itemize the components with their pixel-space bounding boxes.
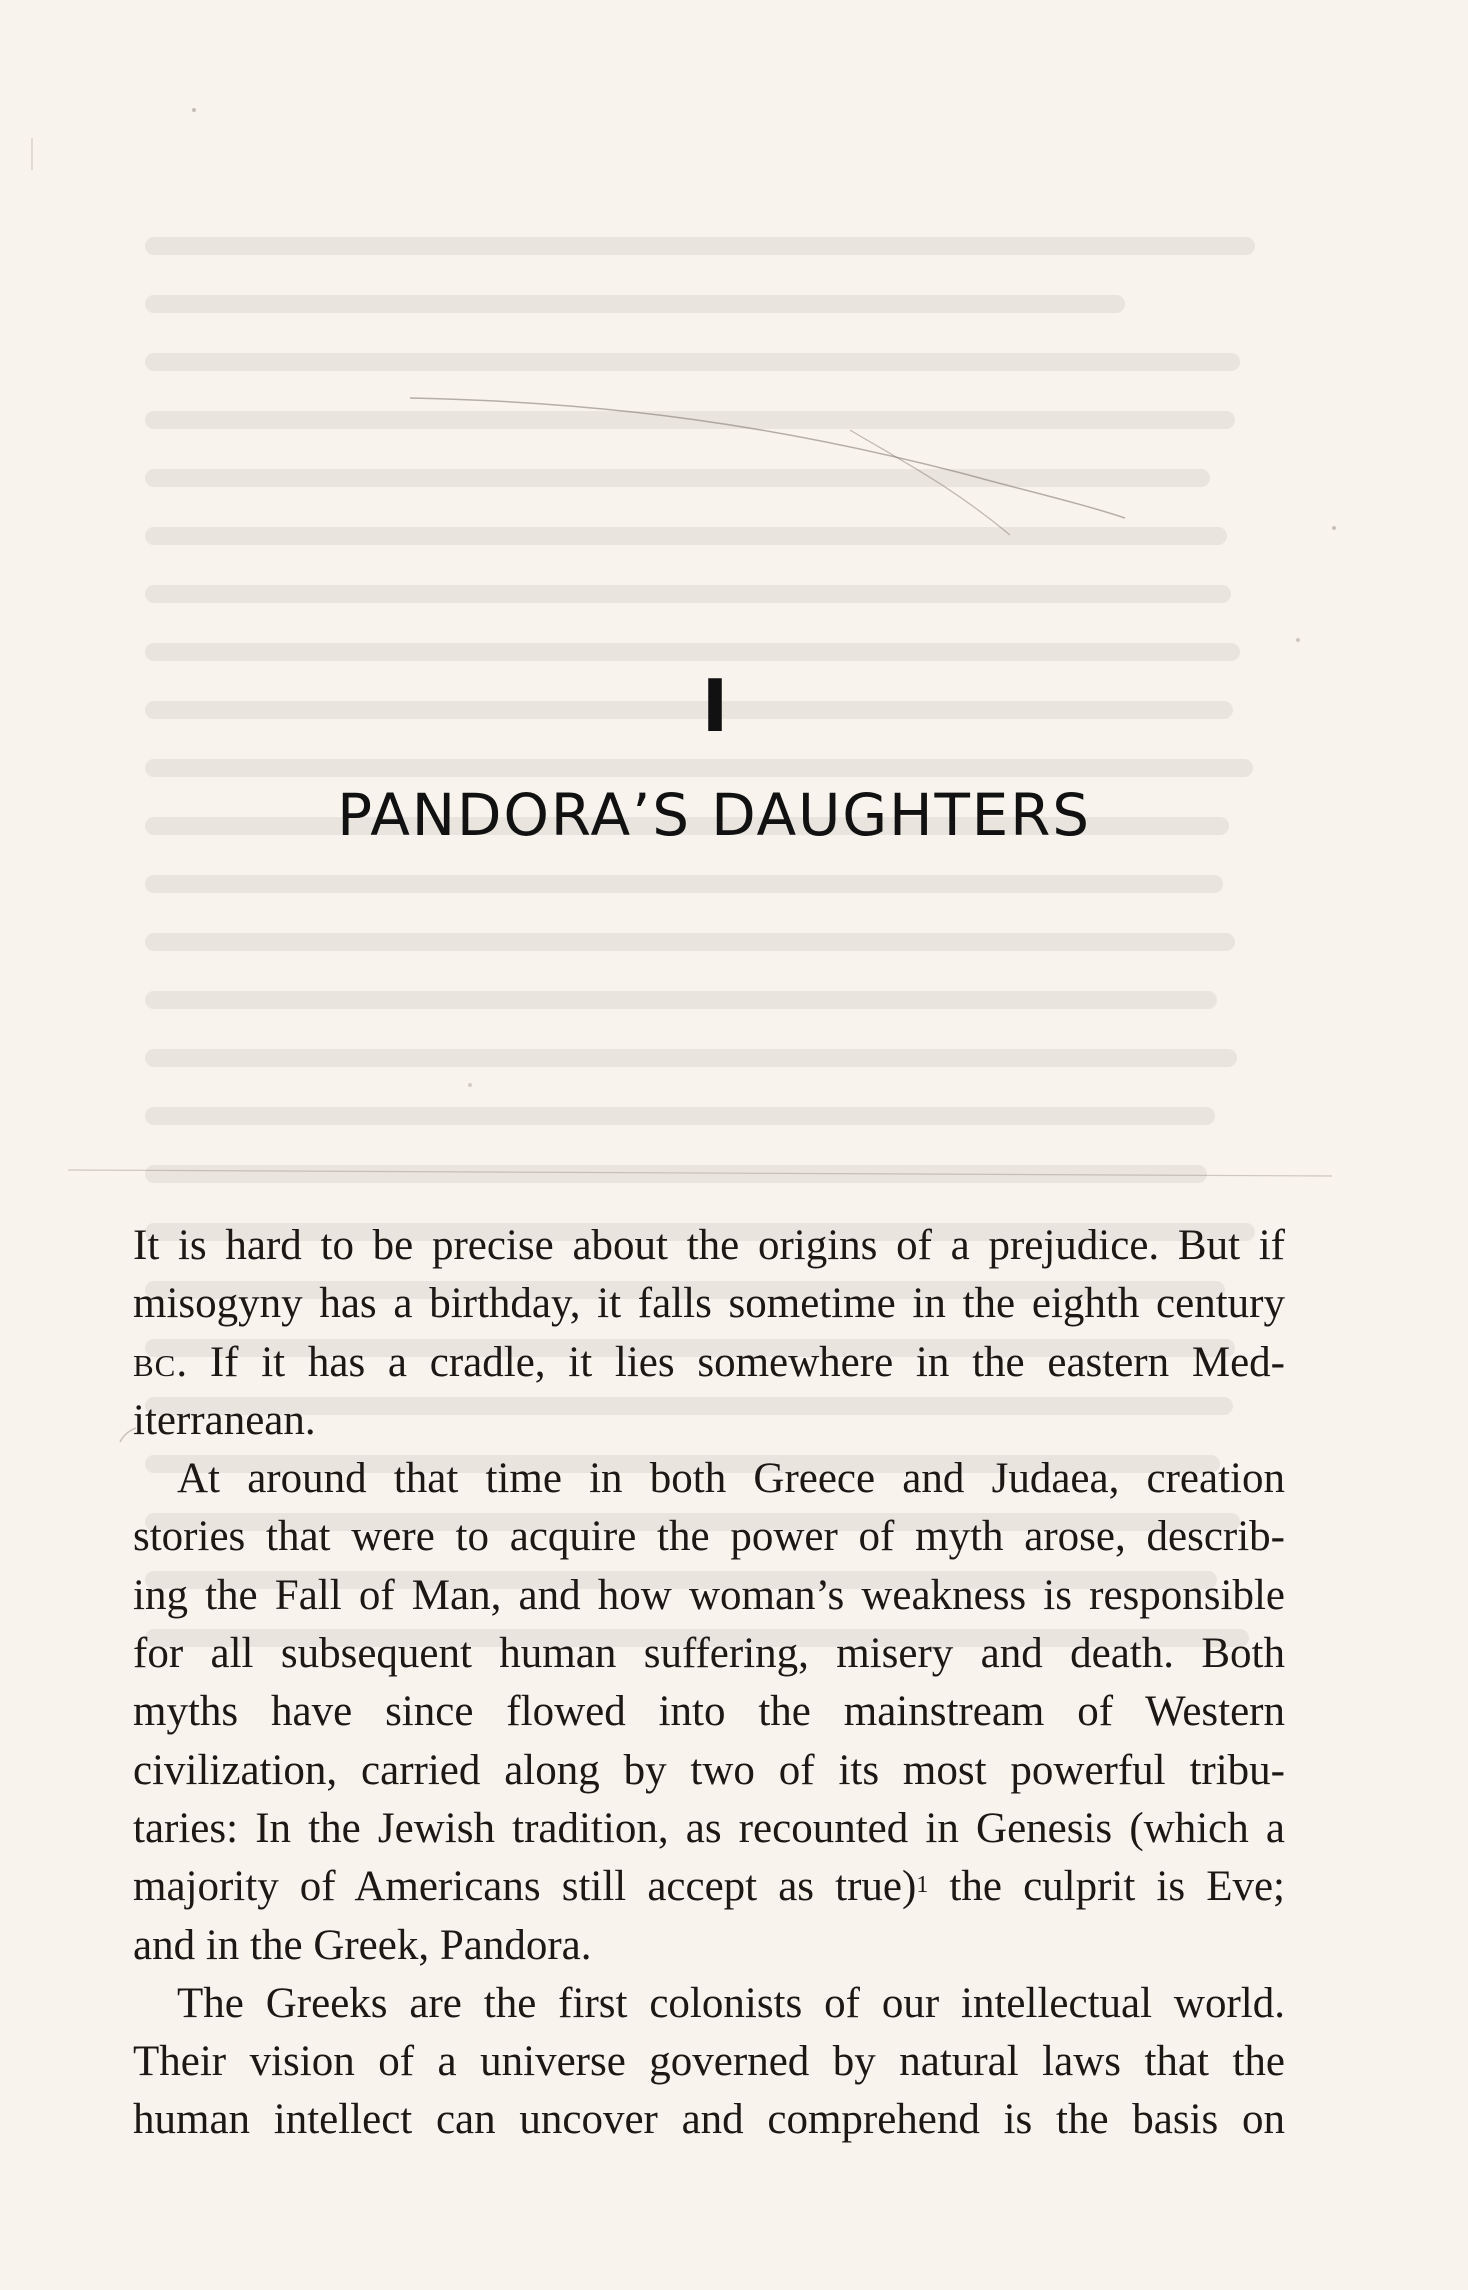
text-line: myths have since flowed into the mainstream of Western (133, 1688, 1285, 1736)
show-through-line (145, 1165, 1207, 1183)
show-through-line (145, 585, 1231, 603)
era-abbreviation: BC (133, 1347, 177, 1383)
text-line: civilization, carried along by two of its most powerful tribu- (133, 1746, 1285, 1794)
show-through-line (145, 469, 1210, 487)
text-line (133, 1858, 1285, 1916)
text-line: and in the Greek, Pandora. (133, 1921, 592, 1969)
show-through-line (145, 353, 1240, 371)
text-line: for all subsequent human suffering, misery and death. Both (133, 1630, 1285, 1678)
show-through-line (145, 643, 1240, 661)
text-line: iterranean. (133, 1396, 316, 1444)
text-line: misogyny has a birthday, it falls sometime in the eighth century (133, 1280, 1285, 1328)
paragraph-2 (133, 1450, 1285, 1975)
show-through-line (145, 991, 1217, 1009)
show-through-line (145, 1049, 1237, 1067)
text-line: ing the Fall of Man, and how woman’s weakness is responsible (133, 1571, 1285, 1619)
text-line: human intellect can uncover and comprehend is the basis on (133, 2096, 1285, 2144)
text-line-remainder: . If it has a cradle, it lies somewhere in the eastern Med- (176, 1338, 1285, 1386)
show-through-line (145, 527, 1227, 545)
show-through-line (145, 933, 1235, 951)
text-line: It is hard to be precise about the origins of a prejudice. But if (133, 1222, 1285, 1269)
chapter-title: PANDORA’S DAUGHTERS (337, 781, 1091, 849)
text-line (133, 1334, 1285, 1392)
chapter-number: I (701, 664, 729, 748)
show-through-line (145, 411, 1235, 429)
text-line: stories that were to acquire the power of myth arose, describ- (133, 1513, 1285, 1561)
text-line: taries: In the Jewish tradition, as recounted in Genesis (which a (133, 1804, 1285, 1852)
paragraph-3 (133, 1975, 1285, 2150)
chapter-body (133, 1217, 1285, 2150)
footnote-marker: 1 (916, 1872, 929, 1899)
text-line-after-note: the culprit is Eve; (928, 1863, 1285, 1911)
show-through-line (145, 295, 1125, 313)
show-through-line (145, 875, 1223, 893)
text-line: Their vision of a universe governed by natural laws that the (133, 2038, 1285, 2086)
text-line-before-note: majority of Americans still accept as true) (133, 1863, 917, 1911)
show-through-line (145, 237, 1255, 255)
text-line: The Greeks are the first colonists of our intellectual world. (177, 1979, 1285, 2027)
show-through-line (145, 1107, 1215, 1125)
show-through-line (145, 759, 1253, 777)
paragraph-1 (133, 1217, 1285, 1450)
text-line: At around that time in both Greece and Judaea, creation (177, 1455, 1285, 1503)
